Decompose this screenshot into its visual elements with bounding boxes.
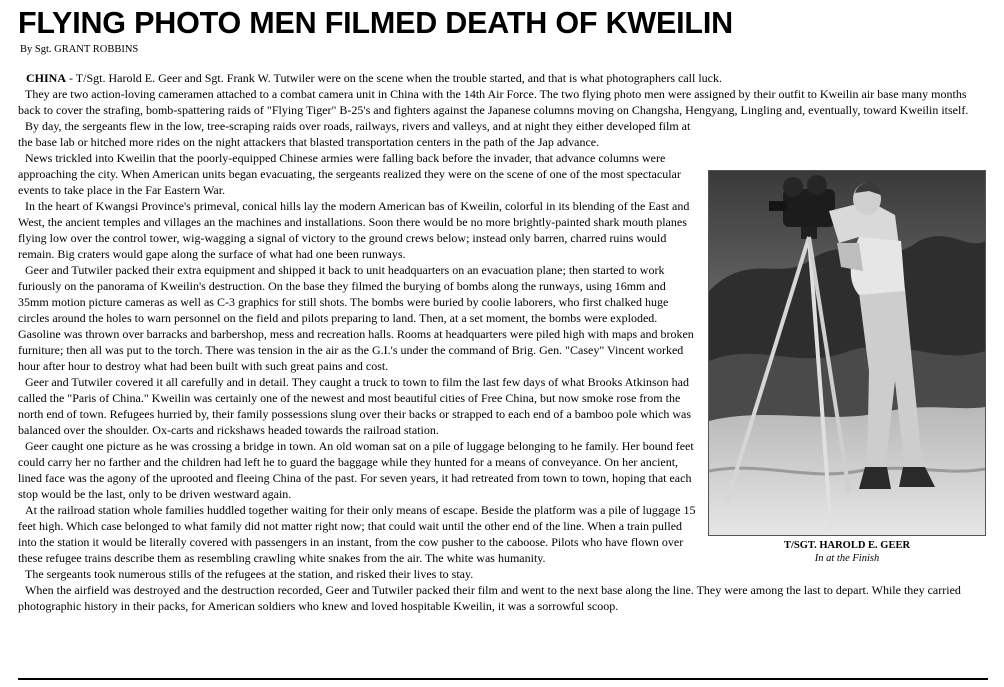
paragraph-lead [18, 70, 986, 86]
paragraph: Geer caught one picture as he was crossing a bridge in town. An old woman sat on a pile of luggage belonging to he family. Her bound feet could carry her no farther and the children had left he to guard the baggage while they hunted for a means of conveyance. On her ancient, lined face was the agony of the uprooted and fleeing China of the past. For seven years, it had retreated from town to town, hoping that each stop would be the last, only to be driven westward again. [18, 439, 694, 501]
paragraph: They are two action-loving cameramen attached to a combat camera unit in China with the 14th Air Force. The two flying photo men were assigned by their outfit to Kweilin air base many months back to cover the strafing, bomb-spattering raids of "Flying Tiger" B-25's and fighters against the Japanese columns moving on Changsha, Hengyang, Lingling and, eventually, toward Kweilin itself. [18, 87, 969, 117]
paragraph: Geer and Tutwiler packed their extra equipment and shipped it back to unit headquarters on an evacuation plane; then started to work furiously on the panorama of Kweilin's destruction. On the base they filmed the burying of bombs along the runways, using 16mm and 35mm motion picture cameras as well as C-3 graphics for still shots. The bombs were buried by coolie laborers, who first chalked huge circles around the holes to warn personnel on the field and pilots preparing to land. Then, at a set moment, the bombs were exploded. Gasoline was thrown over barracks and barbershop, mess and recreation halls. Rooms at headquarters were piled high with maps and broken furniture; then all was put to the torch. There was tension in the air as the G.I.'s under the command of Brig. Gen. "Casey" Vincent worked hour after hour to destroy what had been built with such great pains and cost. [18, 263, 694, 373]
photo-caption-title: T/SGT. HAROLD E. GEER [783, 540, 911, 551]
paragraph: By day, the sergeants flew in the low, tree-scraping raids over roads, railways, rivers and valleys, and at night they either developed film at the base lab or hitched more rides on the night attackers that blasted transportation centers in the path of the Jap advance. [18, 119, 691, 149]
photo-cameraman-with-tripod [708, 170, 986, 536]
byline: By Sgt. GRANT ROBBINS [20, 44, 139, 55]
lead-text: - T/Sgt. Harold E. Geer and Sgt. Frank W. Tutwiler were on the scene when the trouble started, and that is what photographers call luck. [66, 71, 722, 85]
photo-caption-subtitle: In at the Finish [814, 553, 880, 564]
paragraph: Geer and Tutwiler covered it all carefully and in detail. They caught a truck to town to film the last few days of what Brooks Atkinson had called the "Paris of China." Kweilin was certainly one of the newest and most beautiful cities of Free China, but now smoke rose from the north end of town. Refugees hurried by, their family possessions slung over their backs or strapped to each end of a bamboo pole which was balanced over the shoulder. Ox-carts and rickshaws headed towards the railroad station. [18, 375, 692, 437]
paragraph: The sergeants took numerous stills of the refugees at the station, and risked their lives to stay. [25, 567, 474, 581]
headline: FLYING PHOTO MEN FILMED DEATH OF KWEILIN [18, 6, 733, 40]
paragraph: In the heart of Kwangsi Province's primeval, conical hills lay the modern American bas of Kweilin, colorful in its blending of the East and West, the ancient temples and villages an the machines and installations. Soon there would be no more brightly-painted shark mouth planes flying low over the control tower, wig-wagging a signal of victory to the ground crews below; instead only barren, charred ruins would remain. Big craters would gape along the surface of what had one been runways. [18, 199, 690, 261]
paragraph: At the railroad station whole families huddled together waiting for their only means of escape. Beside the platform was a pile of luggage 15 feet high. Which case belonged to what family did not matter right now; that could wait until the other end of the line. When a train pulled into the station it would be literally covered with passengers in an instant, from the cow pusher to the caboose. Pilots who have flown over these refugee trains describe them as resembling crawling white snakes from the air. The white was humanity. [18, 503, 696, 565]
photo-figure [708, 170, 986, 565]
dateline: CHINA [26, 71, 67, 85]
article-body [18, 70, 986, 614]
paragraph: News trickled into Kweilin that the poorly-equipped Chinese armies were falling back before the invader, that advance columns were approaching the city. When American units began evacuating, the sergeants realized they were on the scene of one of the most spectacular events to take place in the Far Eastern War. [18, 151, 681, 197]
paragraph: When the airfield was destroyed and the destruction recorded, Geer and Tutwiler packed their film and went to the next base along the line. They were among the last to depart. While they carried photographic history in their packs, for American soldiers who knew and loved hospitable Kweilin, it was a sorrowful scoop. [18, 583, 961, 613]
bottom-rule [18, 678, 988, 680]
